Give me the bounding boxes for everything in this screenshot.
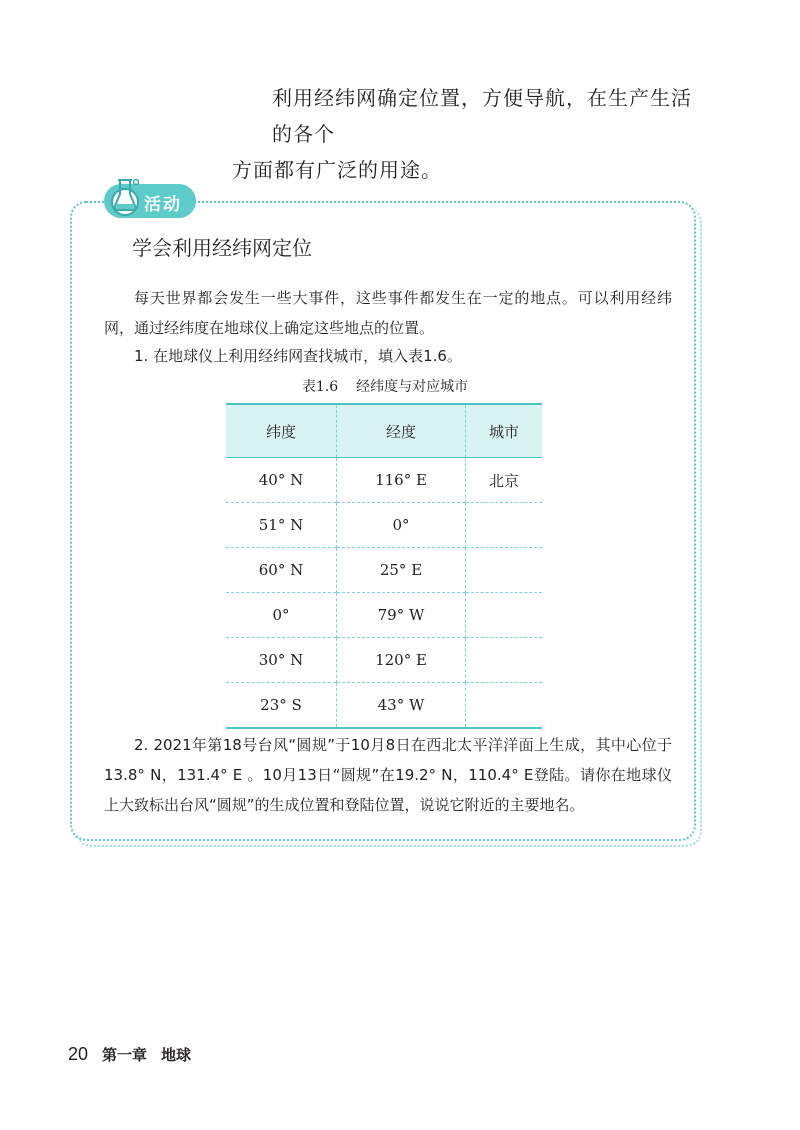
page-number: 20 [68,1044,89,1064]
cell-latitude: 23° S [226,683,337,729]
cell-longitude: 120° E [337,638,466,683]
intro-line-1: 利用经纬网确定位置，方便导航，在生产生活的各个 [272,86,692,146]
cell-city [466,593,542,638]
intro-text [232,80,712,188]
coordinates-table [226,403,542,729]
activity-paragraph-3: 2. 2021年第18号台风“圆规”于10月8日在西北太平洋洋面上生成，其中心位于13.8° N，131.4° E 。10月13日“圆规”在19.2° N，110.4° E登陆。请你在地球仪上大致标出台风“圆规”的生成位置和登陆位置，说说它附近的主要地名。 [104,736,672,814]
header-longitude: 经度 [337,404,466,458]
table-caption-number: 表1.6 [301,379,339,395]
cell-city [466,503,542,548]
activity-title: 学会利用经纬网定位 [132,236,312,260]
table-row [226,458,542,503]
table-caption-text: 经纬度与对应城市 [356,379,469,395]
table-row [226,503,542,548]
activity-badge-label: 活动 [144,195,182,215]
cell-latitude: 51° N [226,503,337,548]
cell-longitude: 25° E [337,548,466,593]
activity-badge [104,184,196,218]
page-footer [68,1044,191,1065]
cell-city: 北京 [466,458,542,503]
cell-city [466,638,542,683]
cell-longitude: 116° E [337,458,466,503]
cell-latitude: 30° N [226,638,337,683]
cell-longitude: 43° W [337,683,466,729]
cell-longitude: 0° [337,503,466,548]
activity-paragraph-1: 每天世界都会发生一些大事件，这些事件都发生在一定的地点。可以利用经纬网，通过经纬度在地球仪上确定这些地点的位置。 [104,289,672,337]
table-header-row [226,404,542,458]
intro-line-2: 方面都有广泛的用途。 [232,158,442,182]
table-row [226,548,542,593]
cell-longitude: 79° W [337,593,466,638]
cell-city [466,683,542,729]
table-caption [230,376,540,396]
chapter-title: 地球 [161,1046,192,1064]
cell-latitude: 0° [226,593,337,638]
chapter-label: 第一章 [102,1046,148,1064]
cell-latitude: 60° N [226,548,337,593]
header-latitude: 纬度 [226,404,337,458]
table-row [226,593,542,638]
cell-latitude: 40° N [226,458,337,503]
header-city: 城市 [466,404,542,458]
flask-icon [108,174,144,218]
activity-paragraph-2: 1. 在地球仪上利用经纬网查找城市，填入表1.6。 [134,347,462,365]
cell-city [466,548,542,593]
table-row [226,638,542,683]
table-row [226,683,542,729]
